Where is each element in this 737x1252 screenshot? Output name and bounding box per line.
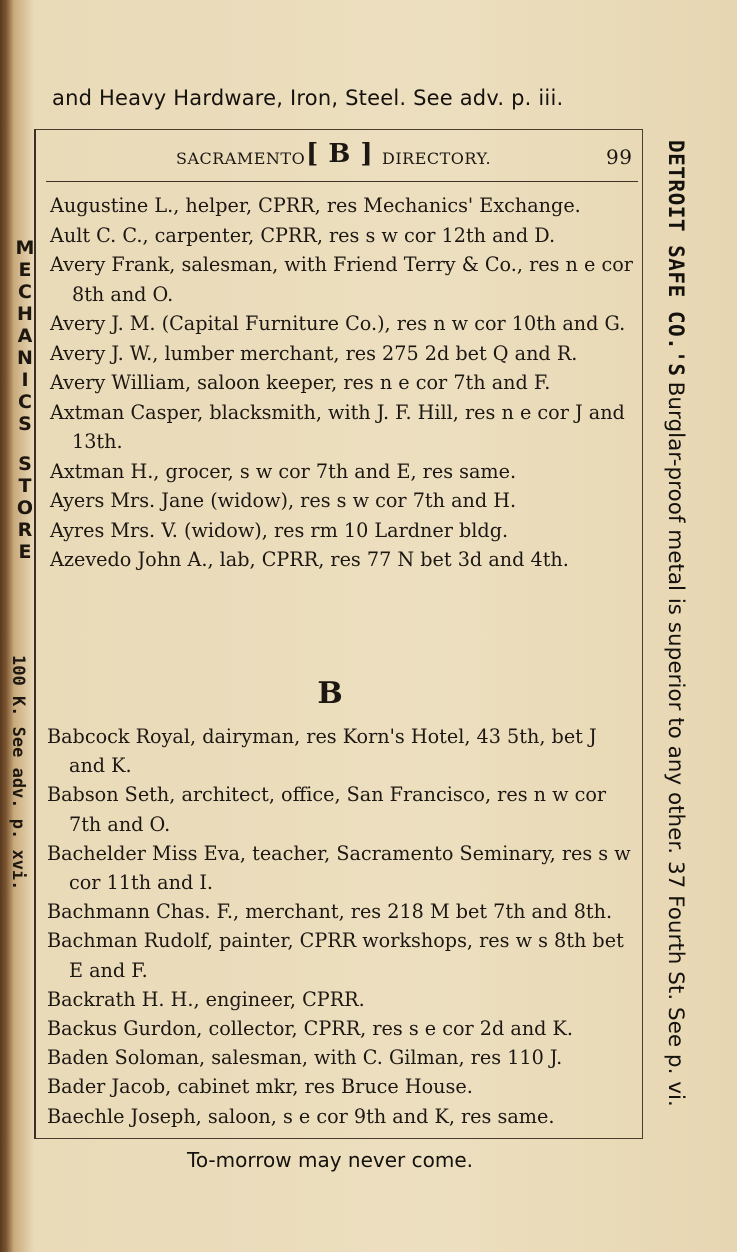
list-item: Avery J. W., lumber merchant, res 275 2d bet Q and R. [50,341,578,365]
top-advertisement: and Heavy Hardware, Iron, Steel. See adv. p. iii. [52,86,564,110]
margin-letter: A [17,325,33,347]
list-item: Bachelder Miss Eva, teacher, Sacramento Seminary, res s w cor 11th and I. [47,841,631,895]
margin-letter: N [17,347,33,369]
list-item: Avery Frank, salesman, with Friend Terry & Co., res n e cor 8th and O. [50,253,633,306]
running-head-directory: DIRECTORY. [382,149,492,168]
margin-letter: R [17,519,33,541]
list-item: Bachmann Chas. F., merchant, res 218 M bet 7th and 8th. [47,900,613,924]
margin-letter: O [16,497,34,519]
entries-list-b [47,722,635,1131]
list-item: Backus Gurdon, collector, CPRR, res s e cor 2d and K. [47,1017,573,1041]
list-item: Augustine L., helper, CPRR, res Mechanics' Exchange. [50,194,581,217]
list-item: Avery William, saloon keeper, res n e cor 7th and F. [50,371,551,394]
page-number: 99 [606,145,633,169]
right-margin-brand: DETROIT SAFE CO.'S [664,140,688,377]
header-rule [46,181,638,182]
list-item: Bachman Rudolf, painter, CPRR workshops, res w s 8th bet E and F. [47,929,624,982]
list-item: Avery J. M. (Capital Furniture Co.), res n w cor 10th and G. [50,312,626,335]
list-item: Babson Seth, architect, office, San Francisco, res n w cor 7th and O. [47,783,607,836]
entries-list-a [50,191,635,575]
margin-letter: S [18,413,32,435]
list-item: Ault C. C., carpenter, CPRR, res s w cor 12th and D. [50,223,556,247]
margin-letter: I [21,369,29,391]
margin-letter: C [18,281,32,303]
list-item: Bader Jacob, cabinet mkr, res Bruce House. [47,1075,473,1099]
list-item: Azevedo John A., lab, CPRR, res 77 N bet 3d and 4th. [50,548,569,571]
list-item: Backrath H. H., engineer, CPRR. [47,987,365,1011]
list-item: Ayers Mrs. Jane (widow), res s w cor 7th and H. [50,489,517,512]
list-item: Axtman Casper, blacksmith, with J. F. Hill, res n e cor J and 13th. [50,400,625,453]
footer-motto: To-morrow may never come. [187,1148,473,1172]
list-item: Babcock Royal, dairyman, res Korn's Hotel, 43 5th, bet J and K. [47,725,597,778]
right-margin-text: Burglar-proof metal is superior to any other. 37 Fourth St. See p. vi. [663,381,688,1107]
list-item: Ayres Mrs. V. (widow), res rm 10 Lardner bldg. [50,518,509,542]
margin-letter [14,435,36,453]
running-head-letter: [ B ] [306,139,374,169]
running-head [146,139,636,173]
running-head-city: SACRAMENTO [176,149,306,168]
margin-letter: E [18,541,32,563]
margin-letter: E [18,259,32,281]
list-item: Baden Soloman, salesman, with C. Gilman, res 110 J. [47,1046,563,1070]
list-item: Baechle Joseph, saloon, s e cor 9th and K, res same. [47,1104,555,1128]
section-heading: B [317,676,343,711]
margin-letter: T [18,475,32,497]
left-margin-rotated-text: 100 K. See adv. p. xvi. [8,655,28,891]
margin-letter: S [18,453,32,475]
margin-letter: C [18,391,32,413]
margin-letter: H [17,303,33,325]
margin-letter: M [15,237,35,259]
list-item: Axtman H., grocer, s w cor 7th and E, res same. [50,459,517,483]
left-margin-advert [14,237,36,563]
right-margin-advert [663,140,688,1140]
